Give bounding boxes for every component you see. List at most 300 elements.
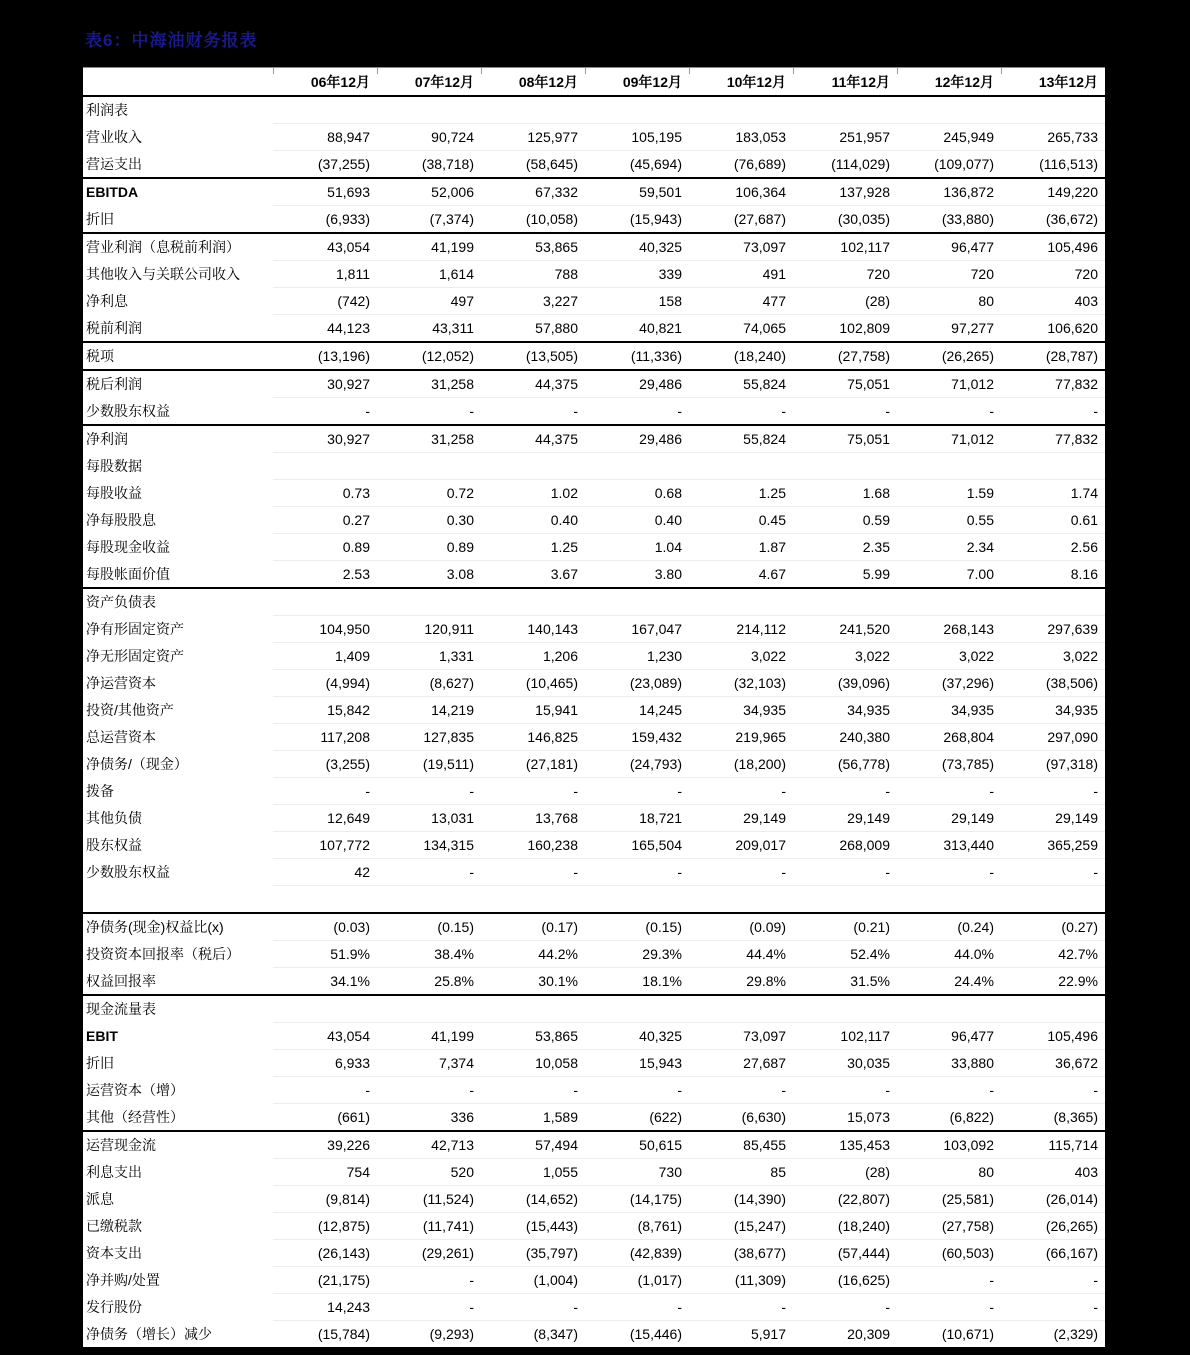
table-cell: (116,513) [1001,151,1105,179]
table-cell: - [585,398,689,426]
table-cell: (8,347) [481,1321,585,1349]
table-cell: 40,821 [585,315,689,343]
table-cell: - [793,1077,897,1104]
row-label: EBIT [86,1028,118,1044]
table-cell: (0.17) [481,913,585,941]
table-row [83,261,1105,288]
table-row [83,1186,1105,1213]
table-cell: 0.68 [585,480,689,507]
table-cell: (8,627) [377,670,481,697]
table-cell: 34,935 [793,697,897,724]
table-cell: (11,741) [377,1213,481,1240]
table-cell: 1,614 [377,261,481,288]
table-cell: 52.4% [793,941,897,968]
table-cell: 297,639 [1001,616,1105,643]
table-cell: 15,943 [585,1050,689,1077]
table-cell: 30,035 [793,1050,897,1077]
table-cell: 43,054 [273,233,377,261]
table-row [83,178,1105,206]
table-row [83,913,1105,941]
table-cell: 44.2% [481,941,585,968]
table-cell: 134,315 [377,832,481,859]
table-row [83,1023,1105,1050]
table-row [83,778,1105,805]
table-cell [689,96,793,124]
column-header: 08年12月 [481,68,585,96]
table-cell: 43,311 [377,315,481,343]
table-cell: 268,143 [897,616,1001,643]
table-cell: 71,012 [897,370,1001,398]
table-cell: 3,022 [793,643,897,670]
table-cell: 0.89 [377,534,481,561]
table-cell: (27,181) [481,751,585,778]
table-cell: 240,380 [793,724,897,751]
table-cell: - [689,1077,793,1104]
table-row [83,1104,1105,1132]
table-cell: 1.25 [689,480,793,507]
table-row [83,941,1105,968]
table-cell: 1.04 [585,534,689,561]
table-cell: 8.16 [1001,561,1105,589]
table-cell: 80 [897,288,1001,315]
table-cell: (0.15) [585,913,689,941]
column-header: 07年12月 [377,68,481,96]
table-cell: 120,911 [377,616,481,643]
row-label: 少数股东权益 [86,864,170,880]
table-cell: (37,255) [273,151,377,179]
table-cell: 44,375 [481,425,585,453]
table-cell: 339 [585,261,689,288]
table-cell: (97,318) [1001,751,1105,778]
table-cell: (27,758) [897,1213,1001,1240]
table-cell [377,886,481,914]
table-cell: (26,265) [1001,1213,1105,1240]
header-label-cell [83,68,273,96]
table-row [83,1131,1105,1159]
table-cell: (109,077) [897,151,1001,179]
table-cell: 55,824 [689,425,793,453]
row-label: 发行股份 [86,1299,142,1315]
table-cell: 102,809 [793,315,897,343]
table-cell: 3.80 [585,561,689,589]
table-cell: 1,331 [377,643,481,670]
table-cell: (58,645) [481,151,585,179]
table-cell: 34,935 [897,697,1001,724]
table-cell: 146,825 [481,724,585,751]
table-cell: 39,226 [273,1131,377,1159]
header-row [83,68,1105,96]
table-cell: 720 [897,261,1001,288]
table-cell [273,886,377,914]
table-cell [585,886,689,914]
table-cell: 135,453 [793,1131,897,1159]
table-cell: (0.24) [897,913,1001,941]
table-cell [1001,995,1105,1023]
table-cell: - [1001,398,1105,426]
table-cell: 15,073 [793,1104,897,1132]
table-cell: - [689,859,793,886]
table-cell: (39,096) [793,670,897,697]
table-cell: 105,496 [1001,1023,1105,1050]
table-cell: (1,017) [585,1267,689,1294]
table-cell [793,886,897,914]
table-cell [481,995,585,1023]
table-row [83,643,1105,670]
table-cell: - [377,1077,481,1104]
table-cell: 104,950 [273,616,377,643]
table-cell: 251,957 [793,124,897,151]
table-cell: 720 [793,261,897,288]
row-label: 每股帐面价值 [83,561,273,589]
table-cell: 241,520 [793,616,897,643]
table-cell: - [273,1077,377,1104]
table-cell: 497 [377,288,481,315]
table-cell: (12,052) [377,342,481,370]
table-cell: 1,230 [585,643,689,670]
table-cell: 75,051 [793,370,897,398]
table-row [83,616,1105,643]
table-cell: - [585,859,689,886]
table-row [83,151,1105,179]
table-cell: (6,933) [273,206,377,234]
table-cell [1001,96,1105,124]
table-cell: (38,718) [377,151,481,179]
row-label [83,886,273,914]
table-cell: 14,245 [585,697,689,724]
table-cell: 140,143 [481,616,585,643]
table-cell: - [897,1077,1001,1104]
table-cell: (4,994) [273,670,377,697]
table-row [83,561,1105,589]
table-row [83,425,1105,453]
table-cell: 1.59 [897,480,1001,507]
table-cell [585,96,689,124]
table-cell [897,995,1001,1023]
table-cell [273,96,377,124]
row-label: 净每股股息 [86,512,156,528]
table-cell: 5,917 [689,1321,793,1349]
table-cell: - [1001,1294,1105,1321]
table-cell: 158 [585,288,689,315]
table-cell: 265,733 [1001,124,1105,151]
table-cell: 0.27 [273,507,377,534]
table-row [83,206,1105,234]
row-label: 净并购/处置 [86,1272,160,1288]
table-cell: 3,227 [481,288,585,315]
table-cell: 137,928 [793,178,897,206]
table-cell [793,96,897,124]
table-cell: (73,785) [897,751,1001,778]
table-cell: 29.3% [585,941,689,968]
table-body [83,96,1105,1348]
row-label: 净利润 [86,431,128,448]
table-cell: 103,092 [897,1131,1001,1159]
table-cell: 41,199 [377,233,481,261]
table-cell: - [1001,778,1105,805]
table-cell: (15,943) [585,206,689,234]
table-cell: 88,947 [273,124,377,151]
table-cell: - [481,859,585,886]
table-cell: (6,822) [897,1104,1001,1132]
table-row [83,670,1105,697]
table-cell: 34,935 [689,697,793,724]
table-cell: 107,772 [273,832,377,859]
table-cell: 2.35 [793,534,897,561]
row-label: 运营现金流 [86,1137,156,1154]
table-cell: 105,496 [1001,233,1105,261]
table-cell: - [585,778,689,805]
table-cell: 0.55 [897,507,1001,534]
table-row [83,886,1105,914]
table-cell [793,995,897,1023]
table-cell [585,588,689,616]
row-label: 净债务(现金)权益比(x) [86,919,224,936]
table-cell: 3,022 [897,643,1001,670]
table-row [83,124,1105,151]
table-cell: (15,247) [689,1213,793,1240]
table-cell: (36,672) [1001,206,1105,234]
table-cell: (76,689) [689,151,793,179]
table-cell: 29,149 [689,805,793,832]
table-cell: 149,220 [1001,178,1105,206]
table-cell [689,995,793,1023]
row-label: EBITDA [86,184,139,201]
table-row [83,1213,1105,1240]
table-cell: 209,017 [689,832,793,859]
table-cell: - [481,1077,585,1104]
row-label: 资本支出 [86,1245,142,1261]
table-cell: 1.87 [689,534,793,561]
table-cell: - [273,778,377,805]
row-label: 每股数据 [86,458,142,474]
table-cell: 1,409 [273,643,377,670]
table-cell: 115,714 [1001,1131,1105,1159]
table-cell: 0.89 [273,534,377,561]
table-row [83,1159,1105,1186]
table-cell: 4.67 [689,561,793,589]
table-cell: (742) [273,288,377,315]
table-cell: 53,865 [481,1023,585,1050]
section-row [83,995,1105,1023]
table-cell: (56,778) [793,751,897,778]
table-cell: 477 [689,288,793,315]
financial-table [83,68,1105,1349]
table-cell: 30.1% [481,968,585,996]
row-label: 派息 [86,1191,114,1207]
table-cell: (33,880) [897,206,1001,234]
table-cell: 96,477 [897,1023,1001,1050]
row-label: 每股收益 [86,485,142,501]
table-cell: 183,053 [689,124,793,151]
table-cell: 29,149 [1001,805,1105,832]
table-row [83,968,1105,996]
table-row [83,288,1105,315]
table-cell: 102,117 [793,1023,897,1050]
row-label: 已缴税款 [86,1218,142,1234]
table-cell: (60,503) [897,1240,1001,1267]
row-label: 每股现金收益 [86,539,170,555]
table-cell: 29,486 [585,425,689,453]
table-cell: (0.15) [377,913,481,941]
table-cell: 57,494 [481,1131,585,1159]
table-cell: 0.40 [481,507,585,534]
table-cell: 31,258 [377,425,481,453]
table-row [83,398,1105,426]
table-cell: 0.40 [585,507,689,534]
table-cell: - [897,778,1001,805]
table-cell: (38,677) [689,1240,793,1267]
table-cell: (38,506) [1001,670,1105,697]
table-cell: 85,455 [689,1131,793,1159]
table-cell: (15,784) [273,1321,377,1349]
row-label: 利息支出 [86,1164,142,1180]
table-cell: - [377,1294,481,1321]
table-cell: 1.68 [793,480,897,507]
row-label: 净无形固定资产 [86,648,184,664]
table-cell: - [377,1267,481,1294]
table-cell [377,588,481,616]
table-title: 表6：中海油财务报表 [85,31,258,50]
table-cell: 44.4% [689,941,793,968]
table-cell: 42.7% [1001,941,1105,968]
table-cell: (13,505) [481,342,585,370]
table-row [83,1240,1105,1267]
table-cell: 3,022 [1001,643,1105,670]
table-cell: 53,865 [481,233,585,261]
table-cell: 42,713 [377,1131,481,1159]
table-cell: - [897,1267,1001,1294]
table-cell: - [793,398,897,426]
table-cell: 77,832 [1001,370,1105,398]
table-cell: (0.09) [689,913,793,941]
table-cell: (10,671) [897,1321,1001,1349]
table-cell: (3,255) [273,751,377,778]
table-cell: 67,332 [481,178,585,206]
table-cell: 1.02 [481,480,585,507]
table-cell: (32,103) [689,670,793,697]
table-cell: 1,206 [481,643,585,670]
table-cell: 219,965 [689,724,793,751]
table-cell: - [793,778,897,805]
table-cell [273,453,377,480]
table-cell: (9,293) [377,1321,481,1349]
row-label: 资产负债表 [86,594,156,611]
table-cell: 40,325 [585,1023,689,1050]
table-cell: (23,089) [585,670,689,697]
row-label: 拨备 [86,783,114,799]
table-cell: 96,477 [897,233,1001,261]
table-cell: (29,261) [377,1240,481,1267]
table-cell: (28) [793,288,897,315]
table-cell: (15,443) [481,1213,585,1240]
table-cell: 15,941 [481,697,585,724]
row-label: 股东权益 [86,837,142,853]
table-cell: (0.21) [793,913,897,941]
table-cell: 2.56 [1001,534,1105,561]
table-cell: - [1001,1267,1105,1294]
table-cell: - [585,1294,689,1321]
table-cell: 29,149 [793,805,897,832]
table-cell: - [689,398,793,426]
row-label: 投资资本回报率（税后） [86,946,240,962]
table-cell: (9,814) [273,1186,377,1213]
table-row [83,805,1105,832]
table-cell: 102,117 [793,233,897,261]
table-cell: 1,589 [481,1104,585,1132]
table-cell: 0.61 [1001,507,1105,534]
table-cell: 18,721 [585,805,689,832]
table-cell: 0.73 [273,480,377,507]
table-cell: 1,055 [481,1159,585,1186]
table-cell: (14,390) [689,1186,793,1213]
table-cell: 29,486 [585,370,689,398]
table-cell: 43,054 [273,1023,377,1050]
table-cell: (622) [585,1104,689,1132]
table-cell: 44.0% [897,941,1001,968]
table-cell: - [585,1077,689,1104]
table-cell [377,453,481,480]
table-cell [689,453,793,480]
table-cell: - [377,778,481,805]
row-label: 净利息 [86,293,128,309]
table-cell: 268,009 [793,832,897,859]
table-cell: 77,832 [1001,425,1105,453]
table-cell: 167,047 [585,616,689,643]
table-cell: (19,511) [377,751,481,778]
row-label: 税项 [83,342,273,370]
table-cell: (12,875) [273,1213,377,1240]
table-cell: 160,238 [481,832,585,859]
table-cell: 12,649 [273,805,377,832]
table-cell: (30,035) [793,206,897,234]
table-cell [1001,886,1105,914]
table-cell: 55,824 [689,370,793,398]
table-cell: 297,090 [1001,724,1105,751]
table-cell: 159,432 [585,724,689,751]
table-cell: 90,724 [377,124,481,151]
table-cell: 29,149 [897,805,1001,832]
table-cell: (18,240) [689,342,793,370]
column-header: 12年12月 [897,68,1001,96]
table-cell: 165,504 [585,832,689,859]
table-cell: - [1001,859,1105,886]
row-label: 少数股东权益 [83,398,273,426]
table-cell [377,995,481,1023]
table-cell: 38.4% [377,941,481,968]
table-cell [897,588,1001,616]
table-cell: (15,446) [585,1321,689,1349]
row-label: 现金流量表 [86,1001,156,1018]
table-cell: 42 [273,859,377,886]
section-row [83,96,1105,124]
table-cell [585,995,689,1023]
table-cell: 491 [689,261,793,288]
table-cell: 80 [897,1159,1001,1186]
table-cell: 2.34 [897,534,1001,561]
table-cell: (8,761) [585,1213,689,1240]
table-cell: - [1001,1077,1105,1104]
table-cell: 31.5% [793,968,897,996]
table-cell: 136,872 [897,178,1001,206]
row-label: 折旧 [83,206,273,234]
table-cell: 18.1% [585,968,689,996]
table-row [83,1077,1105,1104]
table-cell: (10,465) [481,670,585,697]
row-label: 税前利润 [83,315,273,343]
table-row [83,342,1105,370]
table-cell: 106,364 [689,178,793,206]
table-cell: - [689,778,793,805]
